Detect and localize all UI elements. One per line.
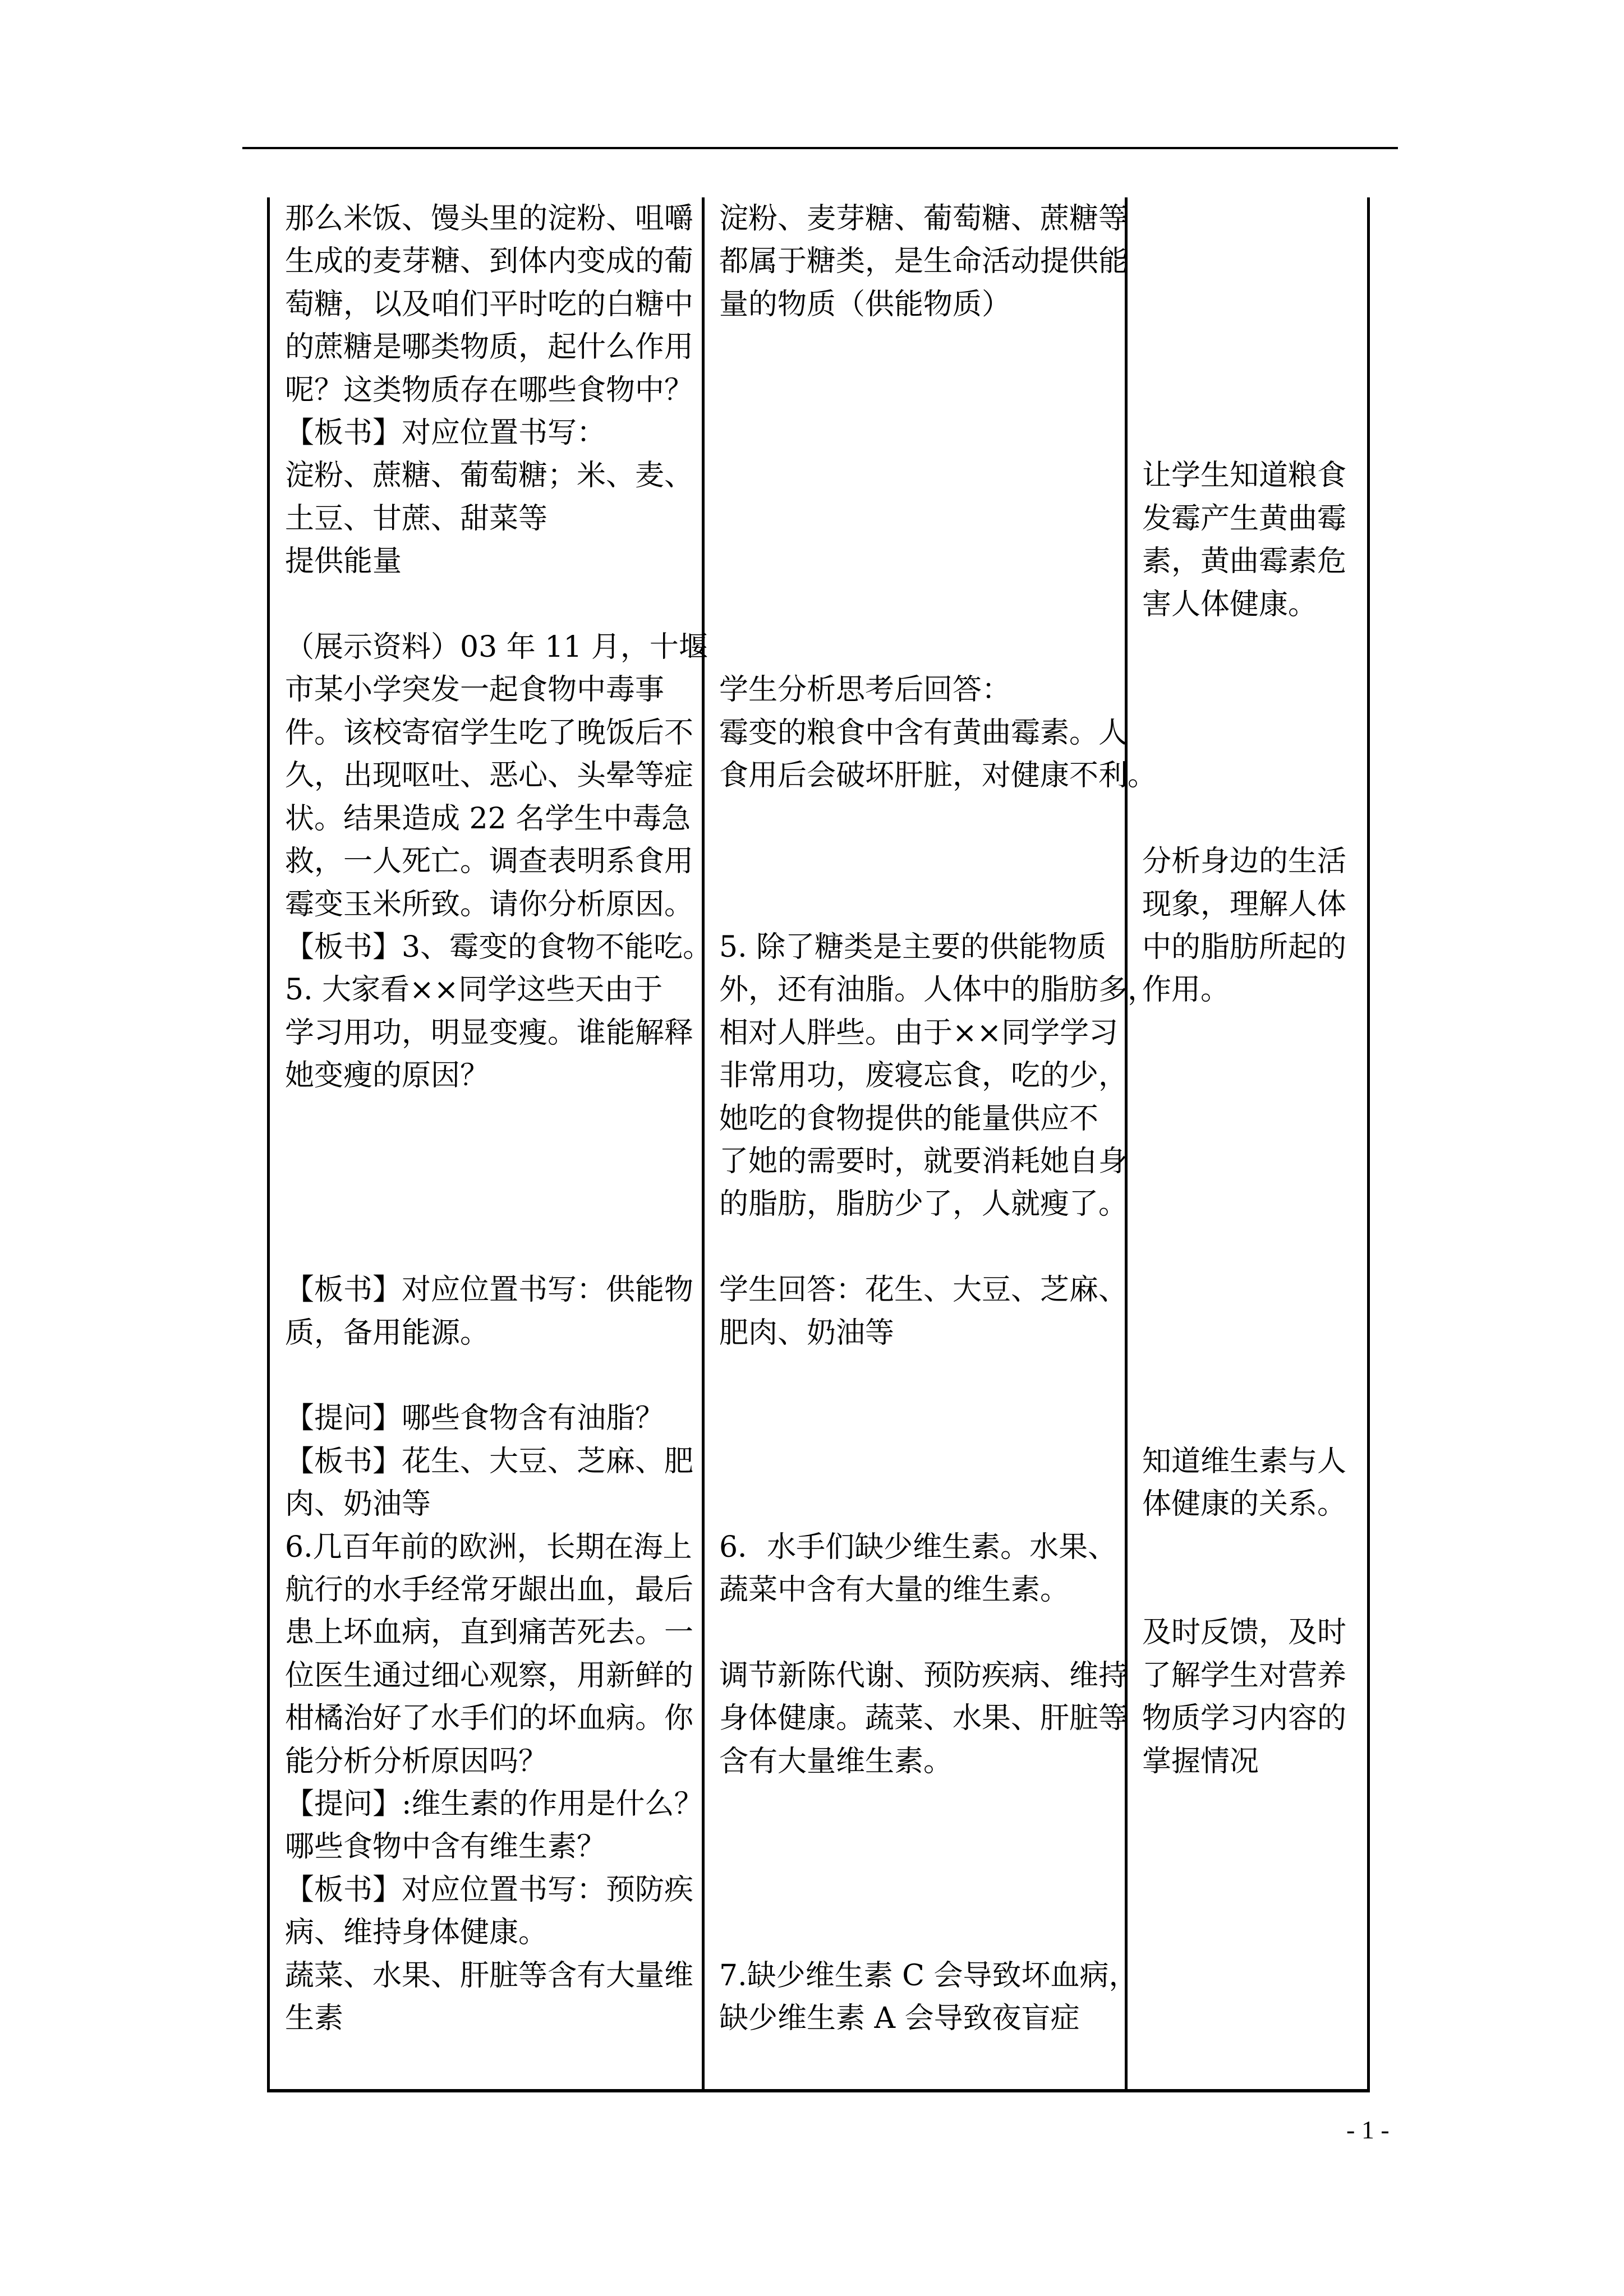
page-number: - 1 - bbox=[1346, 2115, 1390, 2144]
text-line: 位医生通过细心观察，用新鲜的 bbox=[285, 1658, 694, 1693]
text-line: 及时反馈，及时 bbox=[1142, 1616, 1347, 1650]
text-line: 【板书】3、霉变的食物不能吃。 bbox=[285, 930, 712, 964]
text-line: 了解学生对营养 bbox=[1142, 1658, 1347, 1693]
text-line bbox=[285, 583, 692, 626]
text-line: 她变瘦的原因？ bbox=[285, 1059, 490, 1093]
text-line: 柑橘治好了水手们的坏血病。你 bbox=[285, 1702, 694, 1736]
text-line bbox=[1142, 412, 1364, 454]
text-line: 分析身边的生活 bbox=[1142, 845, 1347, 879]
text-line bbox=[1142, 1140, 1364, 1183]
text-line: 相对人胖些。由于××同学学习 bbox=[719, 1016, 1119, 1050]
text-line bbox=[285, 1226, 692, 1269]
table-border-right bbox=[1367, 197, 1370, 2092]
text-line: 让学生知道粮食 bbox=[1142, 459, 1347, 493]
text-line: 5. 除了糖类是主要的供能物质 bbox=[719, 930, 1107, 964]
text-line: 患上坏血病，直到痛苦死去。一 bbox=[285, 1616, 694, 1650]
text-line bbox=[1142, 712, 1364, 754]
text-line bbox=[1142, 626, 1364, 668]
text-line: 了她的需要时，就要消耗她自身 bbox=[719, 1144, 1128, 1178]
text-line bbox=[1142, 240, 1364, 283]
text-line: 食用后会破坏肝脏，对健康不利。 bbox=[719, 759, 1157, 793]
table-border-left bbox=[267, 197, 270, 2092]
text-line bbox=[1142, 1226, 1364, 1269]
text-line: 外，还有油脂。人体中的脂肪多， bbox=[719, 973, 1157, 1007]
text-line bbox=[285, 1140, 692, 1183]
text-line: 件。该校寄宿学生吃了晚饭后不 bbox=[285, 716, 694, 750]
text-line: 现象，理解人体 bbox=[1142, 887, 1347, 921]
text-line: 久，出现呕吐、恶心、头晕等症 bbox=[285, 759, 694, 793]
text-line: 霉变的粮食中含有黄曲霉素。人 bbox=[719, 716, 1128, 750]
text-line bbox=[1142, 1054, 1364, 1097]
text-line bbox=[719, 454, 1120, 497]
text-line: 她吃的食物提供的能量供应不 bbox=[719, 1101, 1099, 1136]
text-line bbox=[1142, 369, 1364, 412]
text-line: 学生分析思考后回答： bbox=[719, 673, 1011, 707]
student-activity-column bbox=[719, 197, 1157, 2040]
text-line: 生成的麦芽糖、到体内变成的葡 bbox=[285, 245, 694, 279]
text-line: 蔬菜中含有大量的维生素。 bbox=[719, 1573, 1070, 1607]
text-line: 5. 大家看××同学这些天由于 bbox=[285, 973, 663, 1007]
text-line bbox=[285, 1354, 692, 1397]
text-line bbox=[719, 1397, 1120, 1440]
text-line: 素，黄曲霉素危 bbox=[1142, 545, 1347, 579]
text-line bbox=[1142, 668, 1364, 711]
text-line bbox=[1142, 1397, 1364, 1440]
text-line: 物质学习内容的 bbox=[1142, 1702, 1347, 1736]
text-line bbox=[1142, 1183, 1364, 1225]
text-line bbox=[719, 1911, 1120, 1954]
text-line: 霉变玉米所致。请你分析原因。 bbox=[285, 887, 694, 921]
text-line bbox=[1142, 197, 1364, 240]
text-line: 知道维生素与人 bbox=[1142, 1444, 1347, 1478]
text-line: 呢？这类物质存在哪些食物中？ bbox=[285, 373, 694, 407]
text-line: 【提问】哪些食物含有油脂？ bbox=[285, 1401, 665, 1436]
text-line bbox=[1142, 1312, 1364, 1354]
text-line bbox=[719, 540, 1120, 583]
text-line: 肥肉、奶油等 bbox=[719, 1316, 895, 1350]
text-line bbox=[719, 1825, 1120, 1868]
text-line bbox=[719, 797, 1120, 840]
text-line bbox=[719, 1483, 1120, 1525]
text-line: 提供能量 bbox=[285, 545, 402, 579]
text-line: 量的物质（供能物质） bbox=[719, 287, 1011, 321]
text-line: 身体健康。蔬菜、水果、肝脏等 bbox=[719, 1702, 1128, 1736]
text-line bbox=[1142, 1098, 1364, 1140]
text-line: 6．水手们缺少维生素。水果、 bbox=[719, 1530, 1117, 1564]
text-line bbox=[285, 1098, 692, 1140]
text-line: 能分析分析原因吗？ bbox=[285, 1744, 548, 1778]
text-line: 病、维持身体健康。 bbox=[285, 1916, 548, 1950]
text-line: 作用。 bbox=[1142, 973, 1230, 1007]
text-line: 调节新陈代谢、预防疾病、维持 bbox=[719, 1658, 1128, 1693]
text-line: 中的脂肪所起的 bbox=[1142, 930, 1347, 964]
text-line bbox=[719, 497, 1120, 540]
text-line: 含有大量维生素。 bbox=[719, 1744, 953, 1778]
text-line: 航行的水手经常牙龈出血，最后 bbox=[285, 1573, 694, 1607]
text-line: 淀粉、蔗糖、葡萄糖；米、麦、 bbox=[285, 459, 694, 493]
text-line bbox=[1142, 1569, 1364, 1611]
text-line: 救，一人死亡。调查表明系食用 bbox=[285, 845, 694, 879]
text-line: 【板书】花生、大豆、芝麻、肥 bbox=[285, 1444, 694, 1478]
text-line bbox=[719, 1226, 1120, 1269]
text-line: 体健康的关系。 bbox=[1142, 1487, 1347, 1522]
text-line bbox=[719, 1440, 1120, 1483]
text-line: 的蔗糖是哪类物质，起什么作用 bbox=[285, 330, 694, 365]
text-line bbox=[1142, 283, 1364, 326]
text-line: 淀粉、麦芽糖、葡萄糖、蔗糖等 bbox=[719, 202, 1128, 236]
text-line bbox=[1142, 1354, 1364, 1397]
text-line: 【板书】对应位置书写：预防疾 bbox=[285, 1873, 694, 1907]
text-line bbox=[719, 883, 1120, 926]
text-line bbox=[719, 1783, 1120, 1825]
text-line: 【板书】对应位置书写： bbox=[285, 416, 606, 450]
text-line bbox=[1142, 797, 1364, 840]
text-line: 非常用功，废寝忘食，吃的少， bbox=[719, 1059, 1128, 1093]
text-line: 掌握情况 bbox=[1142, 1744, 1259, 1778]
text-line: 7.缺少维生素 C 会导致坏血病， bbox=[719, 1958, 1138, 1993]
text-line: 那么米饭、馒头里的淀粉、咀嚼 bbox=[285, 202, 694, 236]
text-line bbox=[1142, 754, 1364, 797]
text-line: 市某小学突发一起食物中毒事 bbox=[285, 673, 665, 707]
teacher-activity-column bbox=[285, 197, 712, 2040]
text-line bbox=[719, 412, 1120, 454]
text-line bbox=[719, 369, 1120, 412]
text-line bbox=[719, 326, 1120, 368]
text-line bbox=[285, 1183, 692, 1225]
text-line: 哪些食物中含有维生素？ bbox=[285, 1830, 606, 1864]
design-intent-column bbox=[1142, 197, 1364, 1783]
text-line bbox=[1142, 1526, 1364, 1569]
text-line: 质，备用能源。 bbox=[285, 1316, 490, 1350]
text-line: 学生回答：花生、大豆、芝麻、 bbox=[719, 1273, 1128, 1307]
text-line: 缺少维生素 A 会导致夜盲症 bbox=[719, 2002, 1080, 2036]
text-line: 土豆、甘蔗、甜菜等 bbox=[285, 501, 548, 536]
text-line bbox=[1142, 1012, 1364, 1054]
text-line: 【提问】:维生素的作用是什么？ bbox=[285, 1787, 703, 1822]
text-line bbox=[719, 1869, 1120, 1911]
text-line: 蔬菜、水果、肝脏等含有大量维 bbox=[285, 1958, 694, 1993]
text-line: 发霉产生黄曲霉 bbox=[1142, 501, 1347, 536]
text-line bbox=[1142, 1269, 1364, 1311]
text-line: 状。结果造成 22 名学生中毒急 bbox=[285, 801, 691, 836]
header-rule bbox=[242, 147, 1398, 149]
text-line: 都属于糖类，是生命活动提供能 bbox=[719, 245, 1128, 279]
text-line: 的脂肪，脂肪少了，人就瘦了。 bbox=[719, 1187, 1128, 1221]
text-line: （展示资料）03 年 11 月，十堰 bbox=[285, 630, 708, 665]
text-line bbox=[1142, 326, 1364, 368]
text-line: 萄糖，以及咱们平时吃的白糖中 bbox=[285, 287, 694, 321]
text-line: 肉、奶油等 bbox=[285, 1487, 431, 1522]
text-line bbox=[719, 626, 1120, 668]
table-bottom-border bbox=[267, 2089, 1370, 2092]
text-line: 6.几百年前的欧洲，长期在海上 bbox=[285, 1530, 692, 1564]
text-line bbox=[719, 1611, 1120, 1654]
text-line bbox=[719, 1354, 1120, 1397]
text-line: 生素 bbox=[285, 2002, 344, 2036]
text-line: 学习用功，明显变瘦。谁能解释 bbox=[285, 1016, 694, 1050]
text-line bbox=[719, 840, 1120, 883]
text-line bbox=[719, 583, 1120, 626]
text-line: 害人体健康。 bbox=[1142, 587, 1318, 621]
text-line: 【板书】对应位置书写：供能物 bbox=[285, 1273, 694, 1307]
